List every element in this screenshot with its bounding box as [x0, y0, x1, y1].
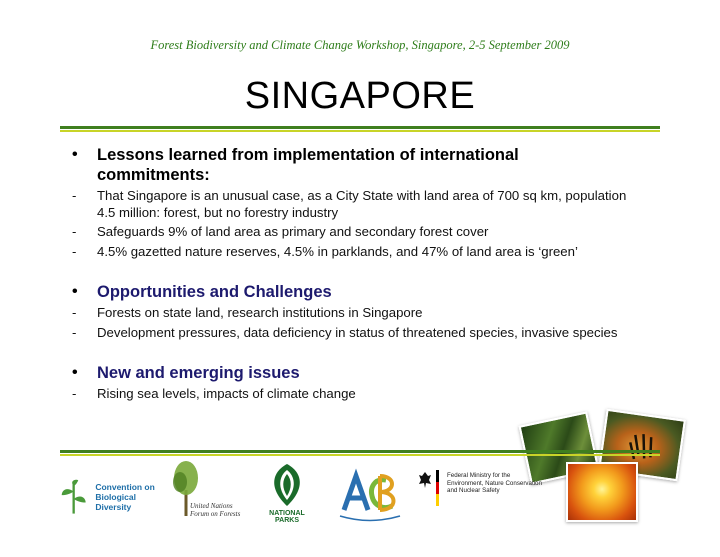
heading-text: Lessons learned from implementation of international commitments: — [97, 146, 519, 184]
national-parks-logo-text: NATIONAL PARKS — [269, 510, 305, 524]
cbd-logo-text: Convention on Biological Diversity — [95, 482, 155, 512]
section-opportunities-challenges — [72, 282, 632, 341]
leaf-shield-icon — [262, 462, 312, 508]
title-divider — [60, 126, 660, 129]
dash-icon: - — [72, 243, 77, 259]
list-item — [72, 386, 632, 403]
list-item — [72, 244, 632, 261]
list-item — [72, 325, 632, 342]
heading-text: Opportunities and Challenges — [97, 283, 332, 301]
item-text: Forests on state land, research institutions in Singapore — [97, 305, 423, 320]
list-item — [72, 305, 632, 322]
item-text: Rising sea levels, impacts of climate change — [97, 386, 356, 401]
eagle-icon — [418, 470, 432, 490]
heading-text: New and emerging issues — [97, 364, 300, 382]
footer-divider-accent — [60, 454, 660, 456]
title-divider-accent — [60, 130, 660, 132]
item-text: Development pressures, data deficiency in status of threatened species, invasive species — [97, 324, 618, 340]
bmu-logo — [418, 470, 548, 510]
dash-icon: - — [72, 324, 77, 340]
slide-title: SINGAPORE — [244, 75, 476, 117]
unff-logo-text: United Nations Forum on Forests — [190, 502, 241, 518]
dash-icon: - — [72, 188, 77, 203]
list-item — [72, 188, 632, 221]
bullet-icon: • — [72, 364, 78, 381]
section-new-emerging-issues — [72, 363, 632, 403]
bmu-logo-text: Federal Ministry for the Environment, Nature Conservation and Nuclear Safety — [447, 472, 542, 494]
sunset-photo — [566, 462, 638, 522]
dash-icon: - — [72, 386, 77, 401]
bullet-icon: • — [72, 283, 78, 300]
cbd-logo — [58, 472, 168, 522]
item-text: That Singapore is an unusual case, as a City State with land area of 700 sq km, population 4.5 million: forest, but no forestry industry — [97, 188, 627, 220]
unff-logo — [168, 460, 248, 524]
slide-body — [72, 145, 632, 419]
workshop-header: Forest Biodiversity and Climate Change Workshop, Singapore, 2-5 September 2009 — [150, 38, 570, 52]
dash-icon: - — [72, 305, 77, 320]
german-flag-bar — [436, 470, 439, 506]
acb-emblem-icon — [330, 466, 410, 524]
dash-icon: - — [72, 224, 77, 239]
section-heading — [72, 145, 632, 185]
section-heading — [72, 363, 632, 383]
item-text: Safeguards 9% of land area as primary and secondary forest cover — [97, 224, 489, 239]
item-text: 4.5% gazetted nature reserves, 4.5% in parklands, and 47% of land area is ‘green’ — [97, 243, 578, 259]
cbd-leaf-icon — [58, 477, 89, 517]
section-heading — [72, 282, 632, 302]
acb-logo — [330, 466, 410, 524]
list-item — [72, 224, 632, 241]
footer-divider — [60, 450, 660, 453]
national-parks-logo — [262, 462, 312, 524]
section-lessons-learned — [72, 145, 632, 260]
bullet-icon: • — [72, 146, 78, 163]
